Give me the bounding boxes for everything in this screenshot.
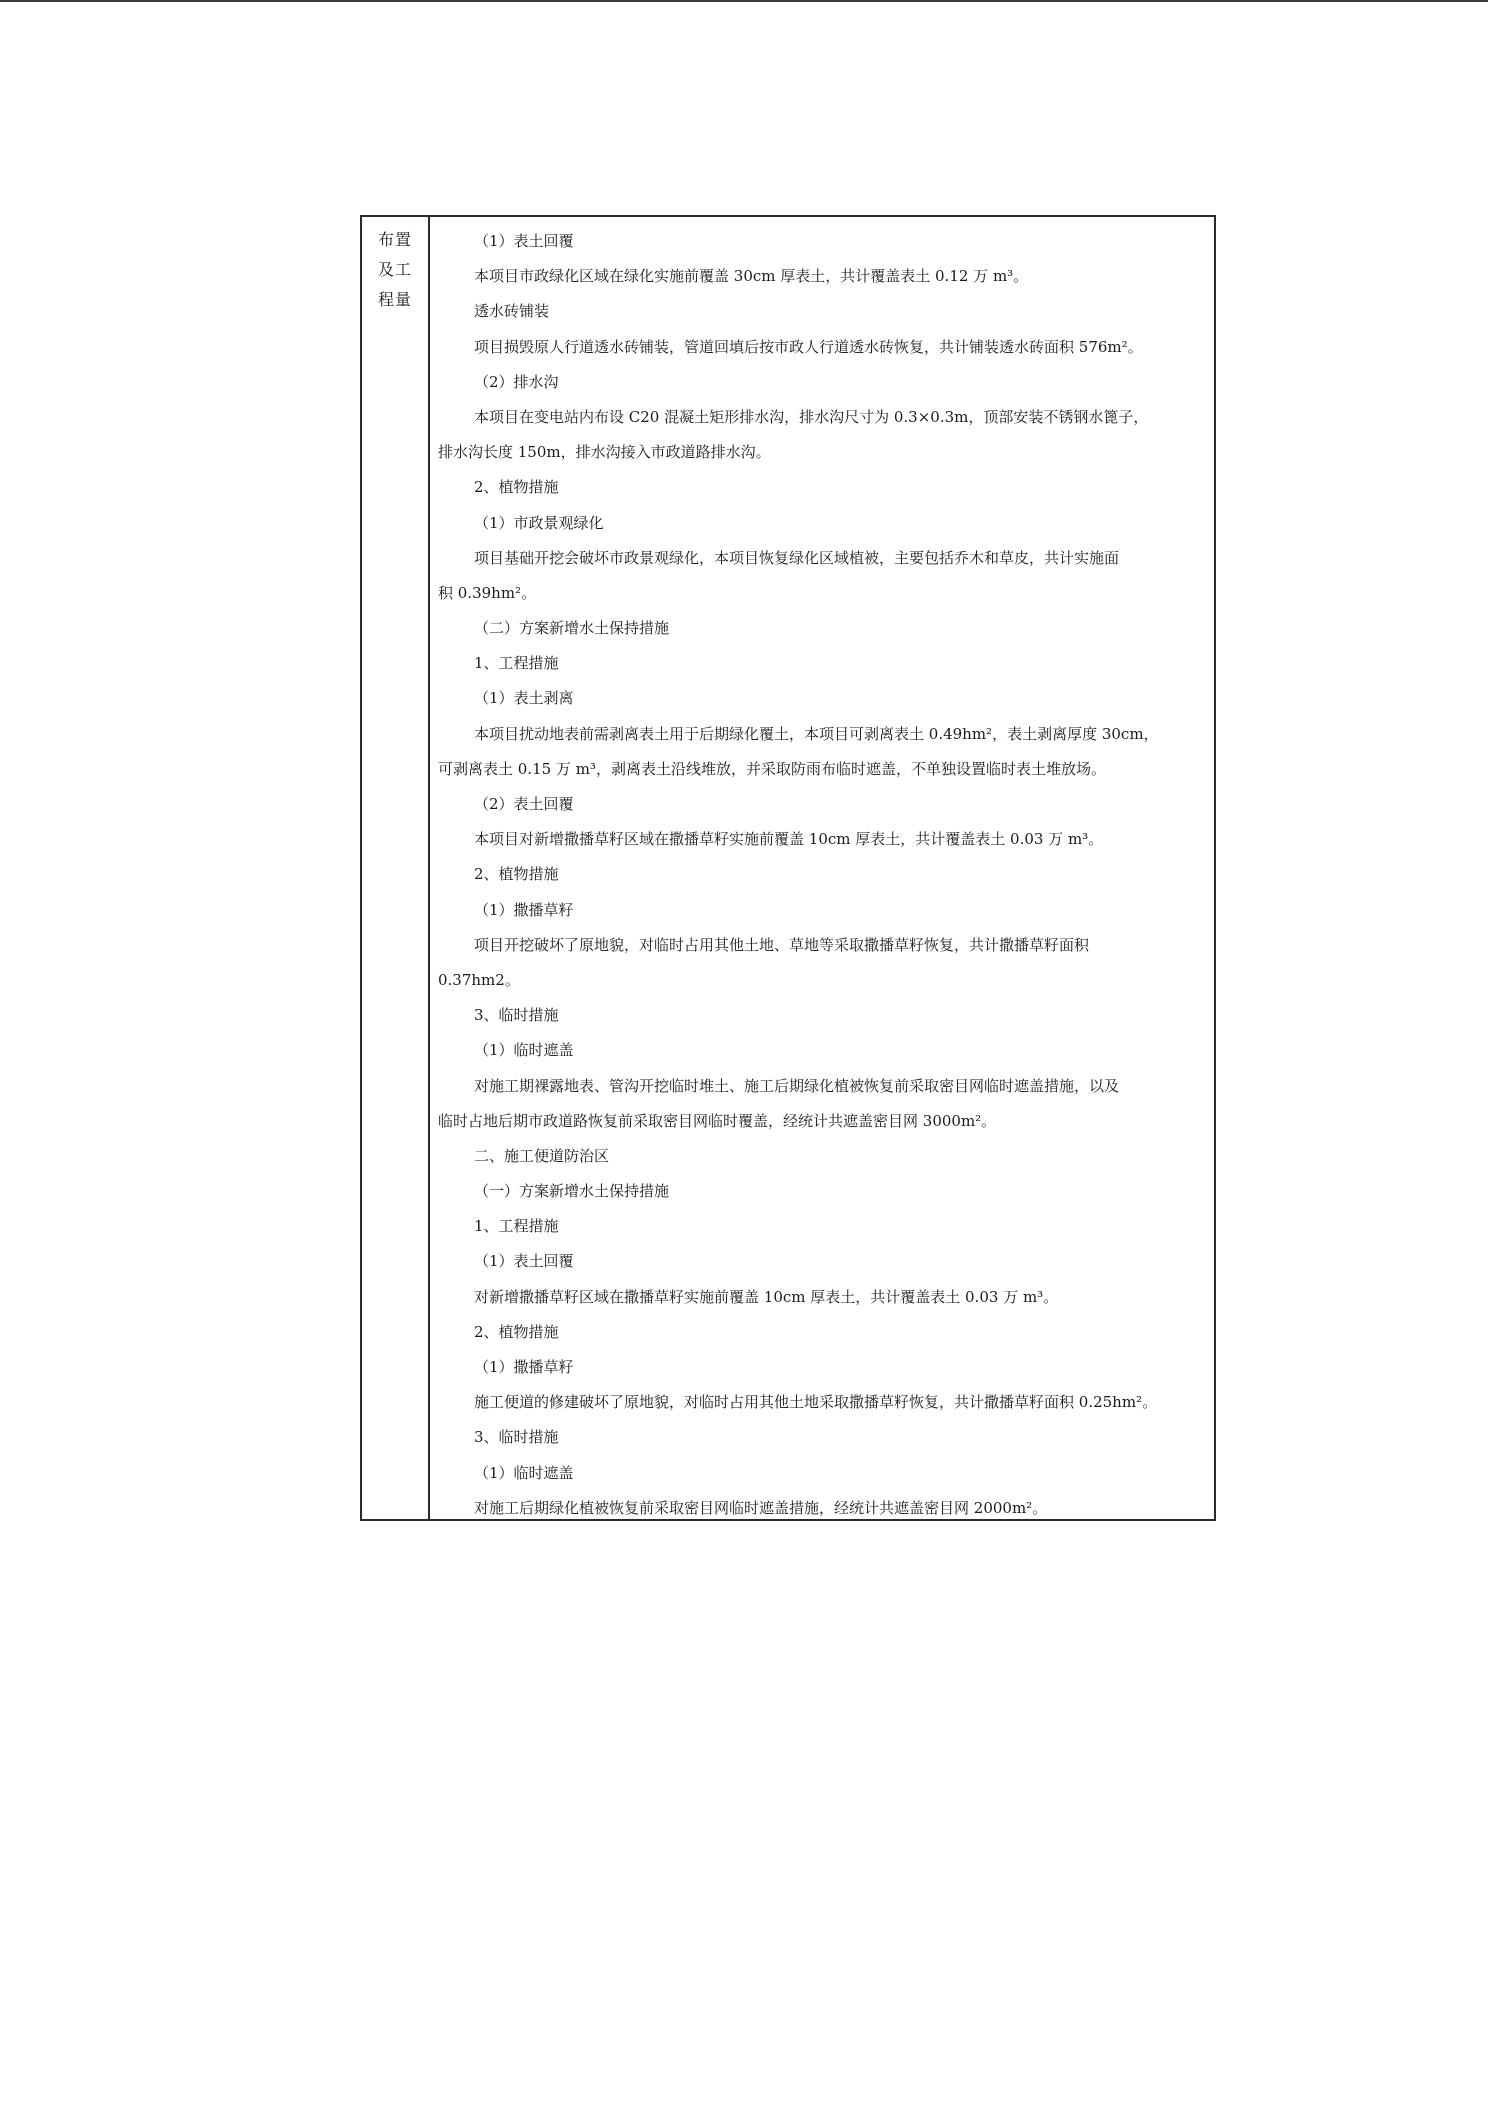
content-line: （1）撒播草籽	[474, 900, 574, 919]
content-line: 对施工期裸露地表、管沟开挖临时堆土、施工后期绿化植被恢复前采取密目网临时遮盖措施，以及	[474, 1076, 1120, 1095]
content-line: （1）临时遮盖	[474, 1041, 574, 1060]
content-line: （二）方案新增水土保持措施	[474, 619, 670, 638]
content-line: （2）表土回覆	[474, 795, 574, 813]
content-line: 项目开挖破坏了原地貌，对临时占用其他土地、草地等采取撒播草籽恢复，共计撒播草籽面积	[474, 935, 1090, 954]
content-line: 1、工程措施	[474, 1217, 559, 1236]
content-line: 可剥离表土 0.15 万 m³，剥离表土沿线堆放，并采取防雨布临时遮盖，不单独设置临时表土堆放场。	[438, 759, 1106, 778]
content-line: 本项目市政绿化区域在绿化实施前覆盖 30cm 厚表土，共计覆盖表土 0.12 万 m³。	[474, 267, 1029, 286]
content-line: 3、临时措施	[474, 1428, 559, 1447]
content-line: （1）表土剥离	[474, 689, 574, 708]
document-table	[360, 215, 1216, 1521]
page-top-rule	[0, 0, 1488, 2]
content-line: 项目损毁原人行道透水砖铺装，管道回填后按市政人行道透水砖恢复，共计铺装透水砖面积 576m²。	[474, 337, 1143, 356]
content-line: （一）方案新增水土保持措施	[474, 1182, 670, 1201]
row-label-line: 及工	[377, 260, 412, 279]
content-line: 施工便道的修建破坏了原地貌，对临时占用其他土地采取撒播草籽恢复，共计撒播草籽面积 0.25hm²。	[474, 1393, 1158, 1412]
content-line: 本项目扰动地表前需剥离表土用于后期绿化覆土，本项目可剥离表土 0.49hm²，表土剥离厚度 30cm，	[474, 724, 1159, 743]
content-line: 临时占地后期市政道路恢复前采取密目网临时覆盖，经统计共遮盖密目网 3000m²。	[438, 1111, 997, 1130]
content-line: 对新增撒播草籽区域在撒播草籽实施前覆盖 10cm 厚表土，共计覆盖表土 0.03 万 m³。	[474, 1287, 1059, 1306]
content-line: 积 0.39hm²。	[438, 583, 537, 602]
content-line: 1、工程措施	[474, 654, 559, 673]
row-label-line: 布置	[377, 230, 412, 249]
content-line: 2、植物措施	[474, 478, 559, 497]
content-line: （1）撒播草籽	[474, 1358, 574, 1376]
content-line: 2、植物措施	[474, 865, 559, 884]
row-label-line: 程量	[377, 290, 412, 309]
content-line: 0.37hm2。	[438, 970, 520, 989]
content-line: 本项目对新增撒播草籽区域在撒播草籽实施前覆盖 10cm 厚表土，共计覆盖表土 0.03 万 m³。	[474, 830, 1104, 849]
content-line: 本项目在变电站内布设 C20 混凝土矩形排水沟，排水沟尺寸为 0.3×0.3m，顶部安装不锈钢水篦子，	[474, 407, 1149, 426]
content-line: （1）表土回覆	[474, 232, 574, 250]
content-line: 2、植物措施	[474, 1322, 559, 1341]
content-line: 项目基础开挖会破坏市政景观绿化，本项目恢复绿化区域植被，主要包括乔木和草皮，共计实施面	[474, 548, 1120, 567]
content-line: 对施工后期绿化植被恢复前采取密目网临时遮盖措施，经统计共遮盖密目网 2000m²。	[474, 1498, 1048, 1517]
content-cell	[430, 217, 1214, 1519]
content-line: （1）表土回覆	[474, 1252, 574, 1271]
content-line: （2）排水沟	[474, 372, 559, 391]
row-label-cell	[362, 217, 430, 1519]
content-line: （1）临时遮盖	[474, 1463, 574, 1482]
content-line: 3、临时措施	[474, 1006, 559, 1025]
content-line: 排水沟长度 150m，排水沟接入市政道路排水沟。	[438, 443, 771, 462]
content-line: （1）市政景观绿化	[474, 513, 604, 532]
content-line: 二、施工便道防治区	[474, 1146, 610, 1165]
content-line: 透水砖铺装	[474, 302, 550, 321]
